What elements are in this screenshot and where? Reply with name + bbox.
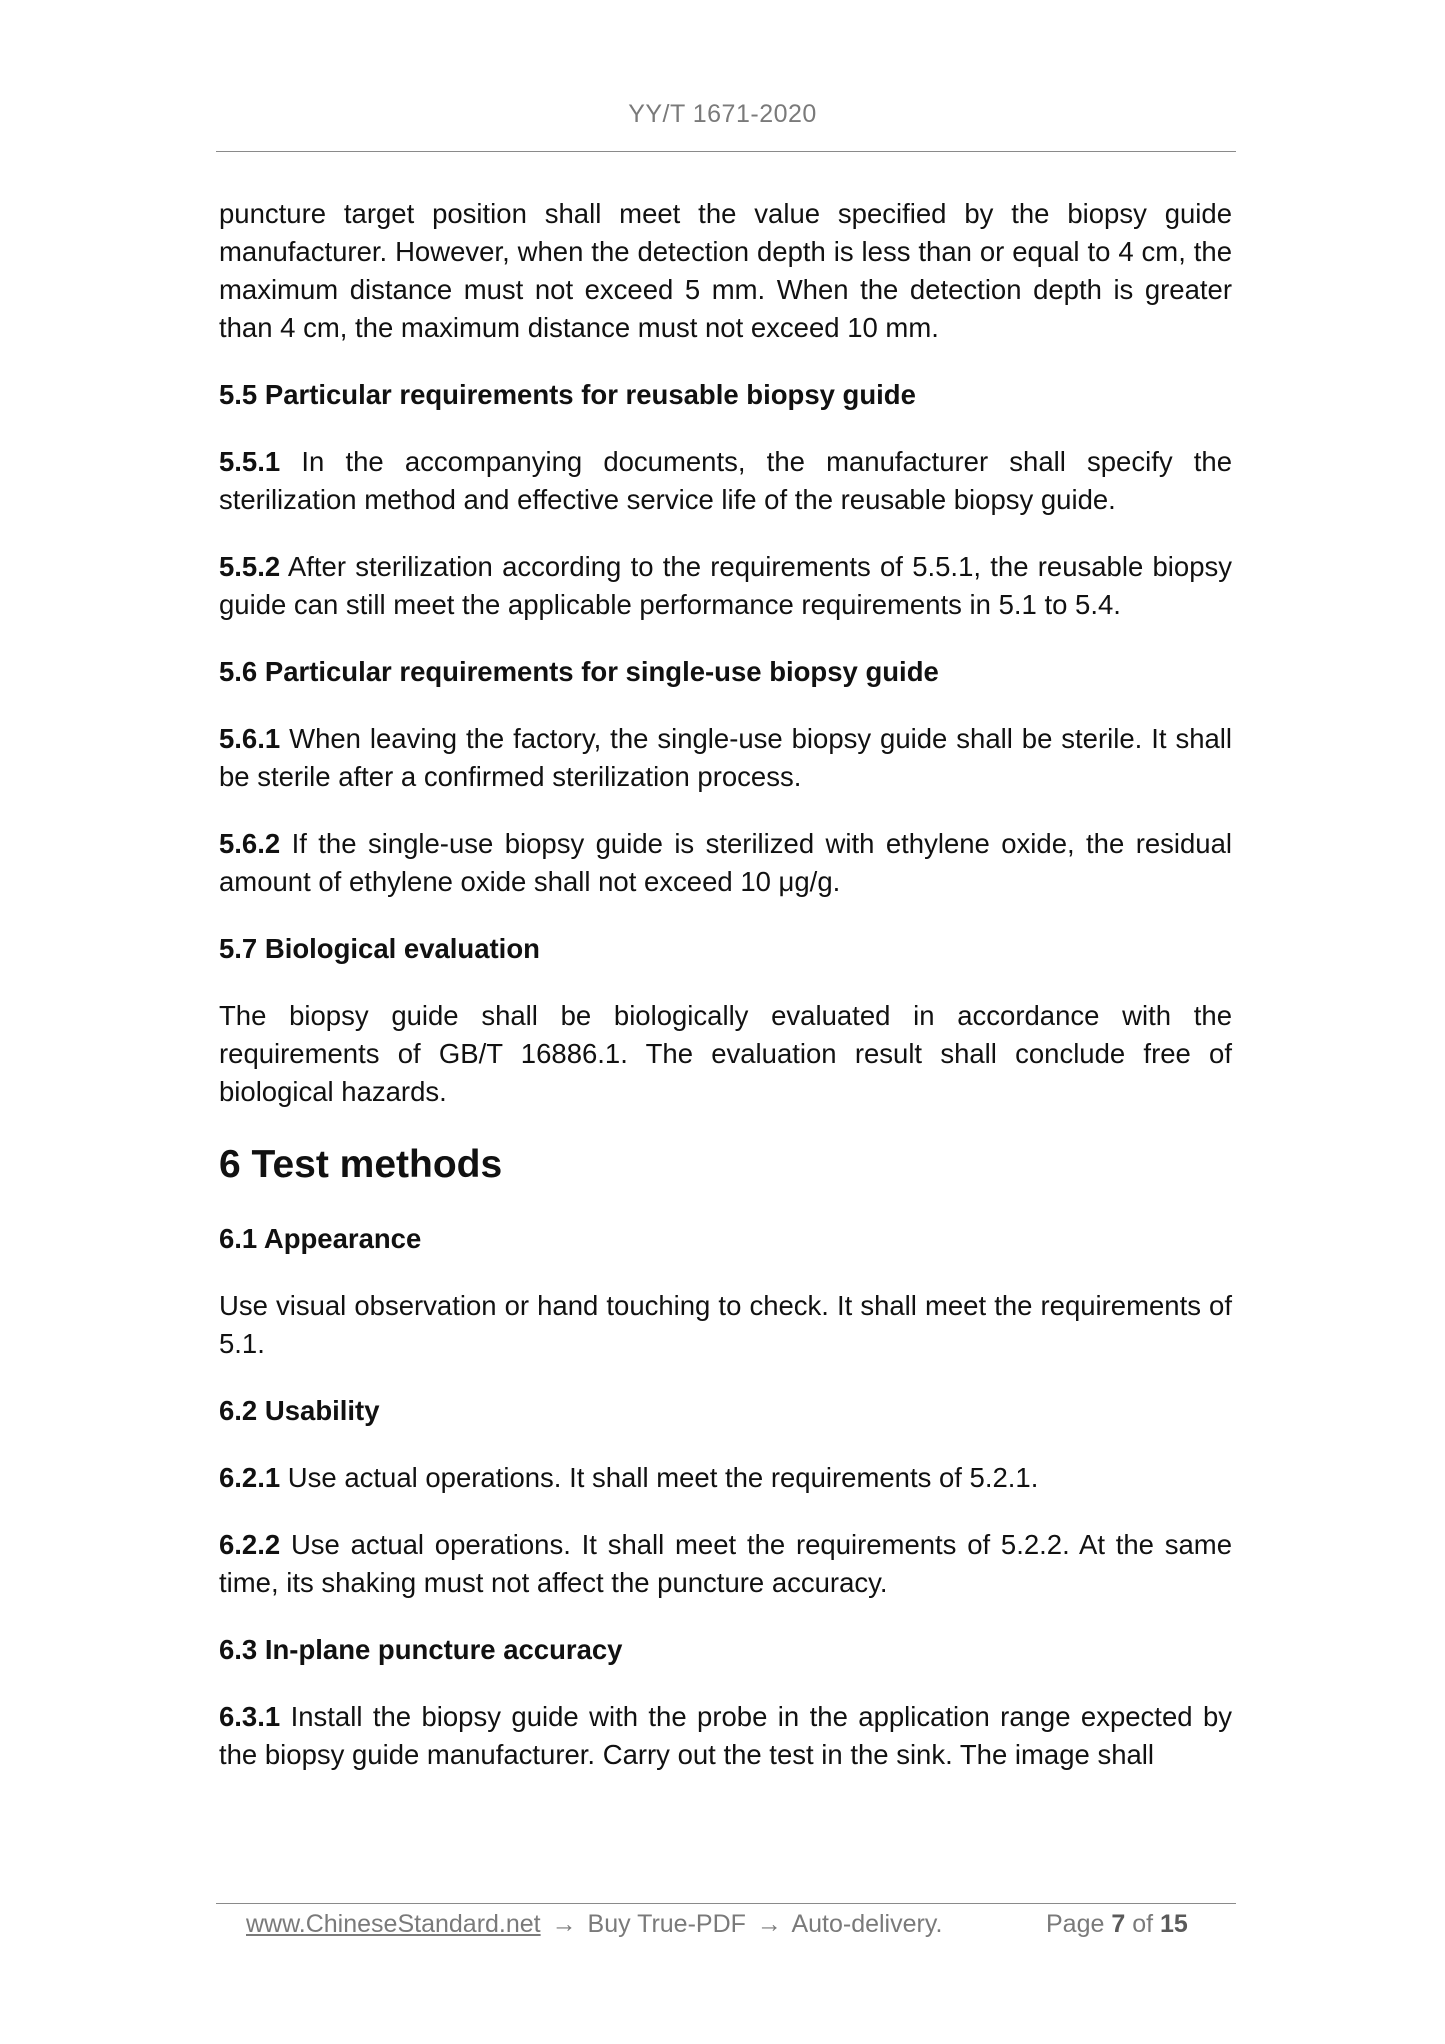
paragraph-5-7: The biopsy guide shall be biologically evaluated in accordance with the requirements of GB/T 16886.1. The evaluation result shall conclude free of biological hazards. [219,1000,1232,1107]
site-link[interactable]: www.ChineseStandard.net [246,1910,541,1938]
arrow-right-icon: → [756,1910,782,1938]
heading-6: 6 Test methods [219,1143,503,1186]
paragraph-5-5-1 [219,443,1232,519]
clause-text: Install the biopsy guide with the probe in the application range expected by the biopsy guide manufacturer. Carry out the test in the sink. The image shall [219,1701,1232,1770]
heading-5-5: 5.5 Particular requirements for reusable biopsy guide [219,379,916,410]
page-number: 7 [1111,1910,1126,1938]
clause-number: 6.2.2 [219,1529,281,1560]
paragraph-6-1: Use visual observation or hand touching to check. It shall meet the requirements of 5.1. [219,1290,1232,1359]
header-divider [216,151,1236,152]
clause-number: 5.6.2 [219,828,281,859]
clause-number: 6.2.1 [219,1462,281,1493]
page-label: Page [1046,1910,1105,1938]
clause-text: Use actual operations. It shall meet the requirements of 5.2.2. At the same time, its shaking must not affect the puncture accuracy. [219,1529,1232,1598]
page-footer [246,1904,1236,1944]
clause-text: In the accompanying documents, the manufacturer shall specify the sterilization method and effective service life of the reusable biopsy guide. [219,446,1232,515]
clause-text: After sterilization according to the requirements of 5.5.1, the reusable biopsy guide can still meet the applicable performance requirements in 5.1 to 5.4. [219,551,1232,620]
heading-6-1: 6.1 Appearance [219,1223,422,1254]
paragraph-5-5-2 [219,548,1232,624]
page-header: YY/T 1671-2020 [628,100,817,128]
of-label: of [1132,1910,1154,1938]
heading-5-7: 5.7 Biological evaluation [219,933,540,964]
heading-6-3: 6.3 In-plane puncture accuracy [219,1634,623,1665]
clause-text: If the single-use biopsy guide is sterilized with ethylene oxide, the residual amount of ethylene oxide shall not exceed 10 μg/g. [219,828,1232,897]
paragraph-6-2-1 [219,1459,1232,1497]
buy-text: Buy True-PDF [587,1910,746,1938]
arrow-right-icon: → [551,1910,577,1938]
paragraph-5-6-1 [219,720,1232,796]
clause-number: 6.3.1 [219,1701,281,1732]
clause-number: 5.6.1 [219,723,281,754]
paragraph-intro: puncture target position shall meet the value specified by the biopsy guide manufacturer. However, when the detection depth is less than or equal to 4 cm, the maximum distance must not exceed 5 mm. When the detection depth is greater than 4 cm, the maximum distance must not exceed 10 mm. [219,198,1232,343]
paragraph-5-6-2 [219,825,1232,901]
clause-number: 5.5.1 [219,446,281,477]
heading-5-6: 5.6 Particular requirements for single-use biopsy guide [219,656,939,687]
paragraph-6-3-1 [219,1698,1232,1774]
paragraph-6-2-2 [219,1526,1232,1602]
clause-text: When leaving the factory, the single-use biopsy guide shall be sterile. It shall be sterile after a confirmed sterilization process. [219,723,1232,792]
page-total: 15 [1160,1910,1188,1938]
heading-6-2: 6.2 Usability [219,1395,380,1426]
page-body [219,195,1232,1803]
clause-number: 5.5.2 [219,551,281,582]
delivery-text: Auto-delivery. [791,1910,943,1938]
page-indicator [1046,1904,1188,1944]
clause-text: Use actual operations. It shall meet the requirements of 5.2.1. [280,1462,1039,1493]
